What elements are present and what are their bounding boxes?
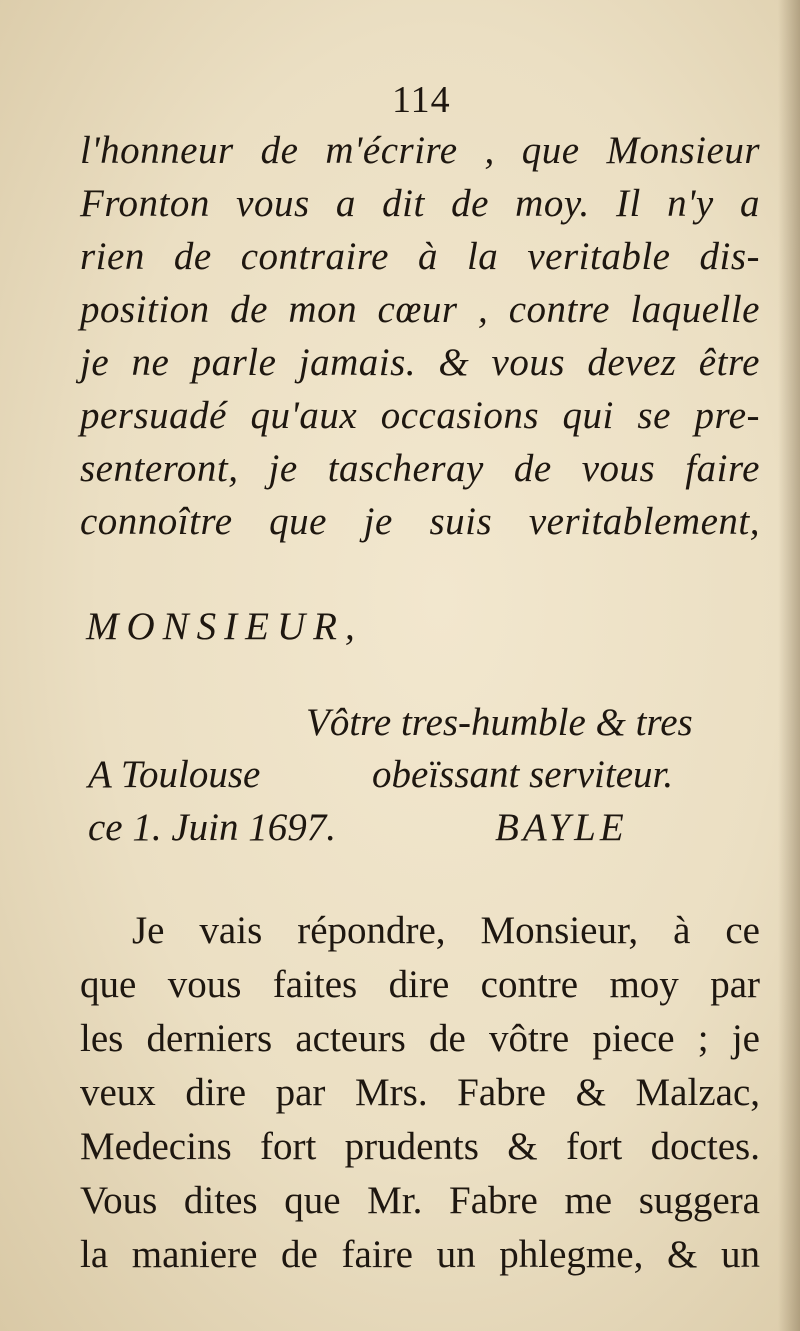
response-line: que vous faites dire contre moy par xyxy=(80,963,760,1006)
response-line: les derniers acteurs de vôtre piece ; je xyxy=(80,1017,760,1060)
signature: BAYLE xyxy=(495,806,628,849)
response-line: Medecins fort prudents & fort doctes. xyxy=(80,1125,760,1168)
closing-date: ce 1. Juin 1697. xyxy=(88,806,337,849)
letter-line: rien de contraire à la veritable dis- xyxy=(80,235,760,278)
response-line: Je vais répondre, Monsieur, à ce xyxy=(132,909,760,952)
letter-line: persuadé qu'aux occasions qui se pre- xyxy=(80,394,760,437)
letter-line: position de mon cœur , contre laquelle xyxy=(80,288,760,331)
letter-line: je ne parle jamais. & vous devez être xyxy=(80,341,760,384)
response-line: la maniere de faire un phlegme, & un xyxy=(80,1233,760,1276)
closing-place: A Toulouse xyxy=(88,753,261,796)
page-edge-shadow xyxy=(778,0,800,1331)
letter-line: Fronton vous a dit de moy. Il n'y a xyxy=(80,182,760,225)
letter-line: connoître que je suis veritablement, xyxy=(80,500,760,543)
page-number: 114 xyxy=(392,79,451,121)
closing-line-2: obeïssant serviteur. xyxy=(372,753,674,796)
response-line: veux dire par Mrs. Fabre & Malzac, xyxy=(80,1071,760,1114)
letter-line: senteront, je tascheray de vous faire xyxy=(80,447,760,490)
salutation: MONSIEUR, xyxy=(86,605,363,648)
letter-line: l'honneur de m'écrire , que Monsieur xyxy=(80,129,760,172)
response-line: Vous dites que Mr. Fabre me suggera xyxy=(80,1179,760,1222)
closing-line-1: Vôtre tres-humble & tres xyxy=(306,701,693,744)
